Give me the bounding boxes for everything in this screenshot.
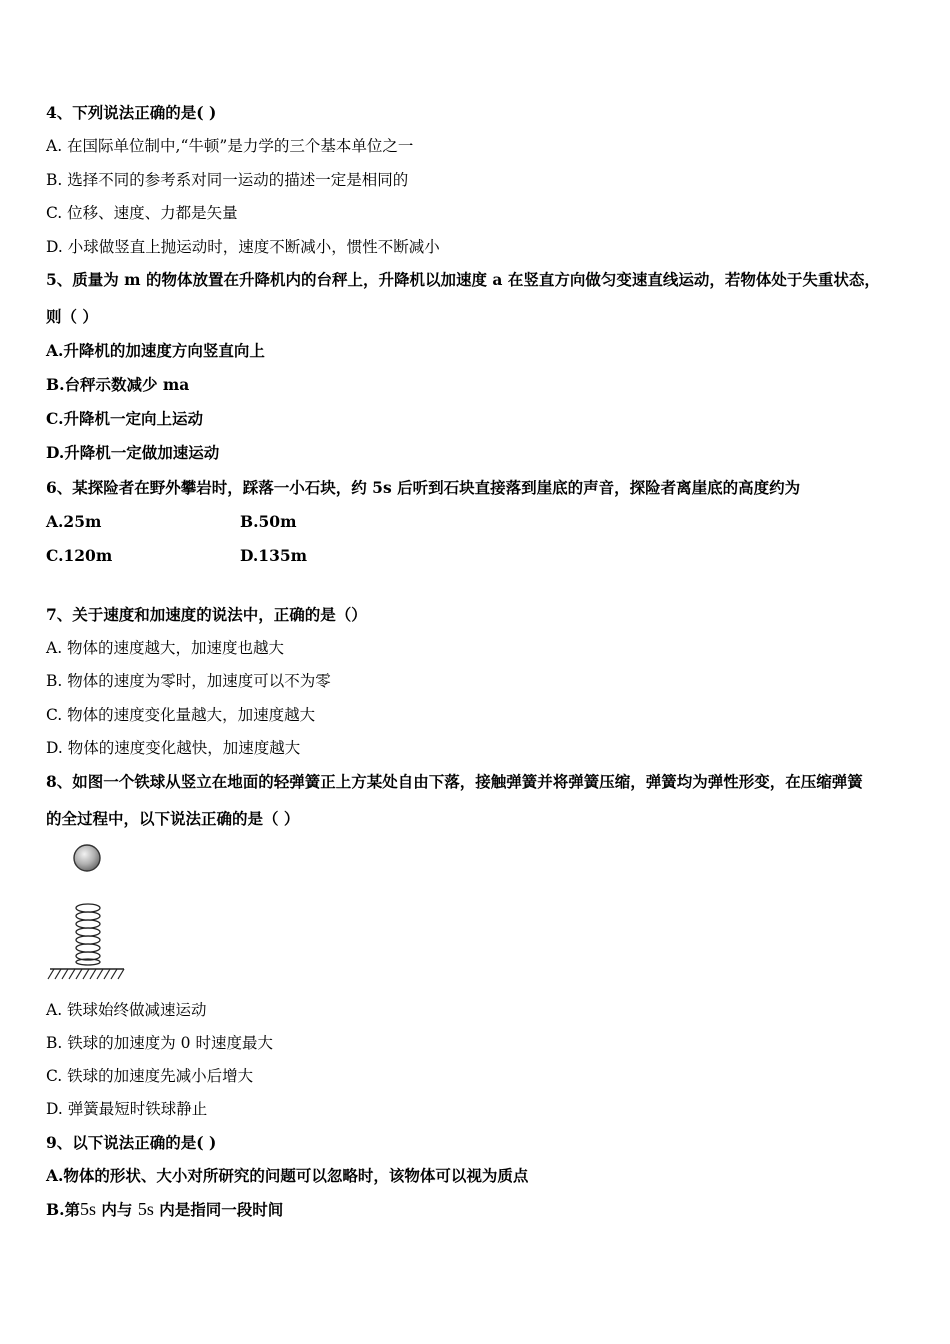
question-4-option-a: A. 在国际单位制中,“牛顿”是力学的三个基本单位之一 — [46, 137, 414, 155]
question-6-option-b: B.50m — [240, 512, 297, 531]
spring — [76, 904, 100, 965]
option-b-number-2: 5s — [137, 1199, 154, 1219]
question-6-option-c: C.120m — [46, 546, 113, 565]
question-8-option-a: A. 铁球始终做减速运动 — [46, 1001, 207, 1019]
question-8-option-d: D. 弹簧最短时铁球静止 — [46, 1100, 208, 1118]
question-7-option-b: B. 物体的速度为零时，加速度可以不为零 — [46, 672, 331, 690]
question-5-option-a: A.升降机的加速度方向竖直向上 — [46, 341, 265, 360]
option-b-number-1: 5s — [80, 1199, 97, 1219]
question-6-option-d: D.135m — [240, 546, 308, 565]
question-4-option-d: D. 小球做竖直上抛运动时，速度不断减小，惯性不断减小 — [46, 238, 440, 256]
question-9-option-a: A.物体的形状、大小对所研究的问题可以忽略时，该物体可以视为质点 — [46, 1166, 529, 1185]
question-5-option-b: B.台秤示数减少 ma — [46, 375, 190, 394]
question-8-option-c: C. 铁球的加速度先减小后增大 — [46, 1067, 254, 1085]
spring-ball-diagram — [46, 840, 130, 985]
question-7-option-c: C. 物体的速度变化量越大，加速度越大 — [46, 706, 316, 724]
question-7-option-d: D. 物体的速度变化越快，加速度越大 — [46, 739, 301, 757]
option-b-prefix: B.第 — [46, 1200, 80, 1219]
ground — [48, 969, 124, 979]
question-5-stem-line2: 则（ ） — [46, 307, 98, 326]
option-b-suffix: 内是指同一段时间 — [153, 1200, 284, 1219]
question-5-stem-line1: 5、质量为 m 的物体放置在升降机内的台秤上，升降机以加速度 a 在竖直方向做匀变速直线运动，若物体处于失重状态， — [46, 270, 880, 289]
question-8-stem-line2: 的全过程中，以下说法正确的是（ ） — [46, 809, 300, 828]
question-7-option-a: A. 物体的速度越大，加速度也越大 — [46, 639, 285, 657]
question-6-option-a: A.25m — [46, 512, 102, 531]
question-7-stem: 7、关于速度和加速度的说法中，正确的是（） — [46, 605, 367, 624]
iron-ball — [74, 845, 100, 871]
question-8-option-b: B. 铁球的加速度为 0 时速度最大 — [46, 1034, 273, 1052]
question-5-option-d: D.升降机一定做加速运动 — [46, 443, 220, 462]
question-4-option-c: C. 位移、速度、力都是矢量 — [46, 204, 238, 222]
option-b-mid: 内与 — [96, 1200, 138, 1219]
question-8-stem-line1: 8、如图一个铁球从竖立在地面的轻弹簧正上方某处自由下落，接触弹簧并将弹簧压缩，弹簧均为弹性形变，在压缩弹簧 — [46, 772, 863, 791]
question-4-option-b: B. 选择不同的参考系对同一运动的描述一定是相同的 — [46, 171, 409, 189]
question-5-option-c: C.升降机一定向上运动 — [46, 409, 203, 428]
question-9-option-b — [46, 1199, 283, 1220]
question-9-stem: 9、以下说法正确的是( ) — [46, 1133, 217, 1152]
question-6-stem: 6、某探险者在野外攀岩时，踩落一小石块，约 5s 后听到石块直接落到崖底的声音，探险者离崖底的高度约为 — [46, 478, 801, 497]
question-4-stem: 4、下列说法正确的是( ) — [46, 103, 217, 122]
